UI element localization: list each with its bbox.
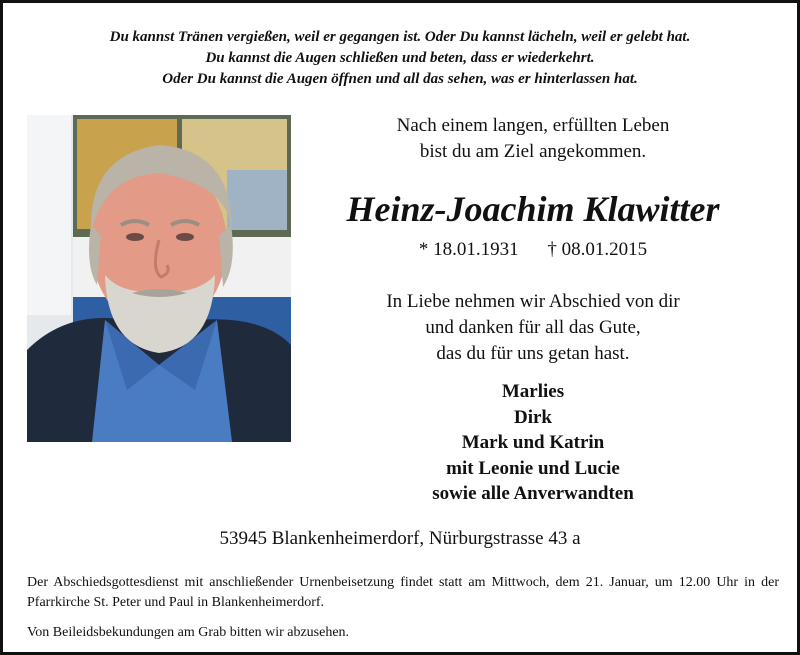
portrait-illustration	[27, 115, 291, 442]
mourner: Marlies	[501, 381, 565, 402]
farewell-line: In Liebe nehmen wir Abschied von dir	[386, 291, 680, 312]
intro-text	[303, 113, 763, 165]
death-date: † 08.01.2015	[547, 239, 648, 260]
farewell-text	[303, 289, 763, 367]
intro-line: Nach einem langen, erfüllten Leben	[396, 115, 670, 136]
portrait-photo	[27, 115, 291, 442]
deceased-name: Heinz-Joachim Klawitter	[346, 189, 720, 229]
mourner: mit Leonie und Lucie	[446, 457, 620, 479]
farewell-line: das du für uns getan hast.	[436, 343, 630, 364]
poem-line: Du kannst Tränen vergießen, weil er gegangen ist. Oder Du kannst lächeln, weil er gelebt hat.	[109, 29, 691, 45]
poem-line: Oder Du kannst die Augen öffnen und all das sehen, was er hinterlassen hat.	[162, 71, 638, 87]
mourners-list	[303, 379, 763, 507]
mourner: Dirk	[514, 406, 552, 428]
mourner: Mark und Katrin	[461, 432, 605, 453]
life-dates	[303, 238, 763, 262]
condolence-note: Von Beileidsbekundungen am Grab bitten wir abzusehen.	[27, 625, 350, 640]
family-address: 53945 Blankenheimerdorf, Nürburgstrasse 43 a	[219, 528, 581, 549]
poem	[3, 27, 797, 90]
poem-line: Du kannst die Augen schließen und beten, dass er wiederkehrt.	[205, 50, 595, 66]
birth-date: * 18.01.1931	[418, 239, 519, 260]
farewell-line: und danken für all das Gute,	[425, 317, 641, 338]
service-info: Der Abschiedsgottesdienst mit anschließender Urnenbeisetzung findet statt am Mittwoch, dem 21. Januar, um 12.00 Uhr in der Pfarrkirche St. Peter und Paul in Blankenheimerdorf.	[27, 575, 779, 610]
intro-line: bist du am Ziel angekommen.	[419, 141, 647, 162]
mourner: sowie alle Anverwandten	[432, 483, 634, 504]
